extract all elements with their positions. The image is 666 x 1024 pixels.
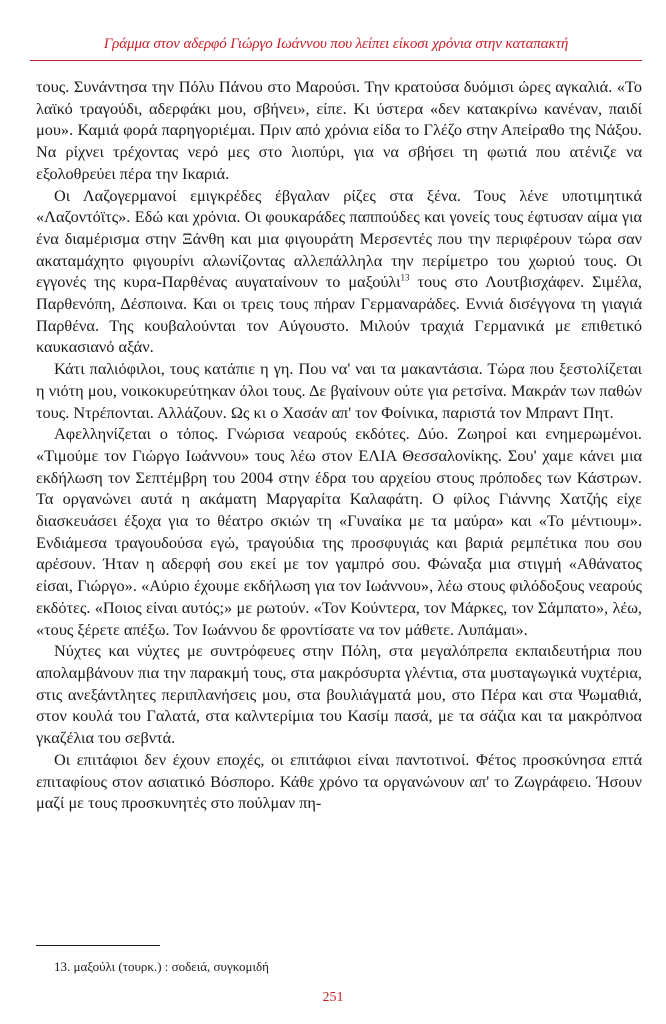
footnote-reference: 13 bbox=[400, 272, 410, 283]
paragraph-2-end: τους στο Λουτβισχάφεν. Σιμέλα, Παρθενόπη, Δέσποινα. Και οι τρεις τους πήραν Γερμαναράδες. Εννιά δισέγγονα τη γιαγιά Παρθένα. Της κουβαλούνται τον Αύγουστο. Μιλούν τραχιά Γερμανικά με επιθετικό καυκασιανό αξάν. bbox=[36, 272, 642, 357]
body-text bbox=[36, 76, 642, 814]
running-header: Γράμμα στον αδερφό Γιώργο Ιωάννου που λείπει είκοσι χρόνια στην καταπακτή bbox=[103, 36, 569, 52]
paragraph-1: τους. Συνάντησα την Πόλυ Πάνου στο Μαρούσι. Την κρατούσα δυόμισι ώρες αγκαλιά. «Το λαϊκό τραγούδι, αδερφάκι μου, σβήνει», είπε. Κι ύστερα «δεν κατακρίνω κανέναν, παιδί μου». Καμιά φορά παρηγοριέμαι. Πριν από χρόνια είδα το Γλέζο στην Απείραθο της Νάξου. Να ρίχνει τρέχοντας νερό μες στο λιοπύρι, για να σβήσει τη φωτιά που ατένιζε να εξολοθρεύει πέρα την Ικαριά. bbox=[36, 77, 642, 183]
paragraph-6: Οι επιτάφιοι δεν έχουν εποχές, οι επιτάφιοι είναι παντοτινοί. Φέτος προσκύνησα επτά επιταφίους στον ασιατικό Βόσπορο. Κάθε χρόνο τα οργανώνουν απ' το Ζωγράφειο. Ήσουν μαζί με τους προσκυνητές στο πούλμαν πη- bbox=[36, 749, 642, 813]
footnote-rule bbox=[36, 945, 160, 946]
paragraph-5: Νύχτες και νύχτες με συντρόφευες στην Πόλη, στα μεγαλόπρεπα εκπαιδευτήρια που απολαμβάνουν πια την παρακμή τους, στα μακρόσυρτα γλέντια, στα μυσταγωγικά νυχτέρια, στις ανεξάντλητες περιπλανήσεις μου, στα βουλιάγματά μου, στο Πέρα και στα Ψωμαθιά, στον κουλά του Γαλατά, στα καλντερίμια του Κασίμ πασά, με τα σάζια και τα μακρόπνοα γκαζέλια του σεβντά. bbox=[36, 641, 642, 748]
header-rule bbox=[30, 60, 642, 61]
page-number: 251 bbox=[322, 990, 344, 1005]
paragraph-3: Κάτι παλιόφιλοι, τους κατάπιε η γη. Που να' ναι τα μακαντάσια. Τώρα που ξεστολίζεται η νιότη μου, νοικοκυρεύτηκαν όλοι τους. Δε βγαίνουν ούτε για ρετσίνα. Μακράν των παθών τους. Ντρέπονται. Αλλάζουν. Ως κι ο Χασάν απ' τον Φοίνικα, παριστά τον Μπραντ Πητ. bbox=[36, 359, 642, 422]
footnote: 13. μαξούλι (τουρκ.) : σοδειά, συγκομιδή bbox=[54, 959, 269, 974]
paragraph-2-start: Οι Λαζογερμανοί εμιγκρέδες έβγαλαν ρίζες στα ξένα. Τους λένε υποτιμητικά «Λαζοντόϊτς». Εδώ και χρόνια. Οι φουκαράδες παππούδες και γονείς τους έφτυσαν αίμα για ένα διαμέρισμα στην Ξάνθη και μια φιγουράτη Μερσεντές που την περιφέρουν τώρα σαν ακαταμάχητο φιγουρίνι αλωνίζοντας αλλεπάλληλα την περίμετρο του χωριού τους. Οι εγγονές της κυρα-Παρθένας αυγαταίνουν το μαξούλι bbox=[36, 185, 642, 292]
paragraph-4: Αφελληνίζεται ο τόπος. Γνώρισα νεαρούς εκδότες. Δύο. Ζωηροί και ενημερωμένοι. «Τιμούμε τον Γιώργο Ιωάννου» τους λέω στον ΕΛΙΑ Θεσσαλονίκης. Σου' χαμε κάνει μια εκδήλωση τον Σεπτέμβρη του 2004 στην έδρα του αρχείου στους πρόποδες των Κάστρων. Τα οργανώνει αυτά η ακάματη Μαργαρίτα Καλαφάτη. Ο φίλος Γιάννης Χατζής είχε διασκευάσει έξοχα για το θέατρο σκιών τη «Γυναίκα με τα μαύρα» και «Το μέντιουμ». Ενδιάμεσα τραγουδούσα εγώ, τραγούδια της προσφυγιάς και βαριά ρεμπέτικα που σου αρέσουν. Ήταν η αδερφή σου εκεί με τον γαμπρό σου. Φώναξα μια στιγμή «Αθάνατος είσαι, Γιώργο». «Αύριο έχουμε εκδήλωση για τον Ιωάννου», λέω στους φιλόδοξους νεαρούς εκδότες. «Ποιος είναι αυτός;» με ρωτούν. «Τον Κούντερα, τον Μάρκες, τον Σάμπατο», λέω, «τους ξέρετε απέξω. Τον Ιωάννου δε φροντίσατε να τον μάθετε. Λυπάμαι». bbox=[36, 424, 642, 639]
paragraph-2 bbox=[36, 185, 642, 359]
